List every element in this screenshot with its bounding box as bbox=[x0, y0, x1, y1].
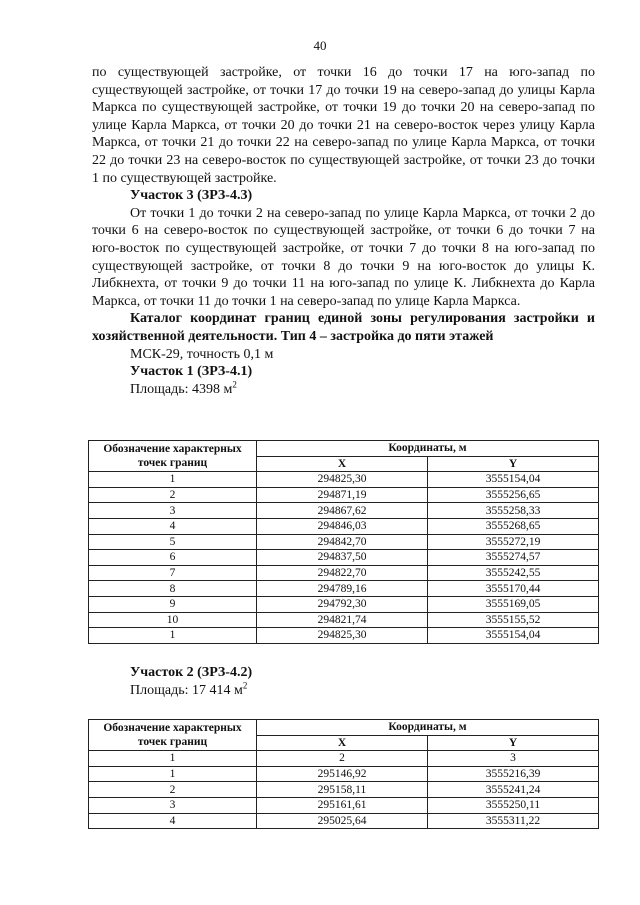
point-number: 1 bbox=[89, 628, 257, 644]
table-row bbox=[89, 782, 599, 798]
point-number: 3 bbox=[89, 503, 257, 519]
coord-y: 3555311,22 bbox=[428, 813, 599, 829]
coord-x: 294792,30 bbox=[257, 596, 428, 612]
coord-y: 3555250,11 bbox=[428, 797, 599, 813]
table-row bbox=[89, 472, 599, 488]
coord-x: 294867,62 bbox=[257, 503, 428, 519]
page-number: 40 bbox=[313, 38, 327, 53]
coord-y: 3555170,44 bbox=[428, 581, 599, 597]
table-row bbox=[89, 628, 599, 644]
point-number: 3 bbox=[89, 797, 257, 813]
crs-note: МСК-29, точность 0,1 м bbox=[130, 346, 274, 362]
plot-1-coords-table bbox=[88, 440, 599, 644]
coord-x: 294825,30 bbox=[257, 628, 428, 644]
column-number: 3 bbox=[428, 751, 599, 767]
table-row bbox=[89, 766, 599, 782]
coord-x: 294837,50 bbox=[257, 550, 428, 566]
table-row bbox=[89, 503, 599, 519]
column-number: 1 bbox=[89, 751, 257, 767]
coord-x: 295161,61 bbox=[257, 797, 428, 813]
column-number-row bbox=[89, 751, 599, 767]
point-number: 5 bbox=[89, 534, 257, 550]
point-number: 7 bbox=[89, 565, 257, 581]
coord-x: 294822,70 bbox=[257, 565, 428, 581]
coord-y: 3555169,05 bbox=[428, 596, 599, 612]
point-number: 1 bbox=[89, 472, 257, 488]
coord-x: 294846,03 bbox=[257, 518, 428, 534]
coord-x: 294871,19 bbox=[257, 487, 428, 503]
table-row bbox=[89, 581, 599, 597]
header-y: Y bbox=[428, 456, 599, 472]
point-number: 10 bbox=[89, 612, 257, 628]
table-row bbox=[89, 813, 599, 829]
plot-2-coords-table bbox=[88, 719, 599, 829]
table-row bbox=[89, 797, 599, 813]
table-row bbox=[89, 518, 599, 534]
table-row bbox=[89, 550, 599, 566]
coord-y: 3555216,39 bbox=[428, 766, 599, 782]
point-number: 1 bbox=[89, 766, 257, 782]
plot-2-area: Площадь: 17 414 $м^2$ bbox=[130, 680, 248, 698]
plot-2-title: Участок 2 (ЗРЗ-4.2) bbox=[130, 665, 253, 680]
table-row bbox=[89, 487, 599, 503]
point-number: 4 bbox=[89, 813, 257, 829]
plot-1-area: Площадь: 4398 $м^2$ bbox=[130, 379, 237, 397]
column-number: 2 bbox=[257, 751, 428, 767]
coord-y: 3555154,04 bbox=[428, 628, 599, 644]
point-number: 8 bbox=[89, 581, 257, 597]
point-number: 2 bbox=[89, 487, 257, 503]
coord-y: 3555268,65 bbox=[428, 518, 599, 534]
coord-y: 3555154,04 bbox=[428, 472, 599, 488]
coord-x: 294825,30 bbox=[257, 472, 428, 488]
coord-y: 3555241,24 bbox=[428, 782, 599, 798]
coord-x: 295158,11 bbox=[257, 782, 428, 798]
coord-x: 294821,74 bbox=[257, 612, 428, 628]
header-points: Обозначение характерных точек границ bbox=[89, 441, 257, 472]
table-row bbox=[89, 612, 599, 628]
coord-x: 294789,16 bbox=[257, 581, 428, 597]
header-coords: Координаты, м bbox=[257, 720, 599, 736]
coord-y: 3555258,33 bbox=[428, 503, 599, 519]
plot-1-title: Участок 1 (ЗРЗ-4.1) bbox=[130, 364, 253, 380]
paragraph-1: по существующей застройке, от точки 16 до точки 17 на юго-запад по существующей застройке, от точки 17 до точки 19 на северо-запад до улицы Карла Маркса по существующей застройке, от точки 19 до точки 20 на северо-запад по улице Карла Маркса, от точки 20 до точки 21 на северо-восток через улицу Карла Маркса, от точки 21 до точки 22 на северо-запад по улице Карла Маркса, от точки 22 до точки 23 на северо-восток по существующей застройке, от точки 23 до точки 1 по существующей застройке. bbox=[92, 65, 595, 186]
header-x: X bbox=[257, 735, 428, 751]
header-coords: Координаты, м bbox=[257, 441, 599, 457]
coord-x: 295146,92 bbox=[257, 766, 428, 782]
point-number: 4 bbox=[89, 518, 257, 534]
coord-x: 294842,70 bbox=[257, 534, 428, 550]
coord-y: 3555256,65 bbox=[428, 487, 599, 503]
point-number: 9 bbox=[89, 596, 257, 612]
coord-y: 3555242,55 bbox=[428, 565, 599, 581]
header-y: Y bbox=[428, 735, 599, 751]
catalog-heading: Каталог координат границ единой зоны регулирования застройки и хозяйственной деятельности. Тип 4 – застройка до пяти этажей bbox=[92, 311, 595, 344]
coord-y: 3555272,19 bbox=[428, 534, 599, 550]
table-row bbox=[89, 534, 599, 550]
point-number: 6 bbox=[89, 550, 257, 566]
header-x: X bbox=[257, 456, 428, 472]
coord-y: 3555274,57 bbox=[428, 550, 599, 566]
text-block bbox=[92, 64, 595, 398]
table-row bbox=[89, 565, 599, 581]
header-points: Обозначение характерных точек границ bbox=[89, 720, 257, 751]
coord-y: 3555155,52 bbox=[428, 612, 599, 628]
table-row bbox=[89, 596, 599, 612]
paragraph-2: От точки 1 до точки 2 на северо-запад по улице Карла Маркса, от точки 2 до точки 6 на северо-восток по существующей застройке, от точки 6 до точки 7 на юго-восток по существующей застройке, от точки 7 до точки 8 на юго-запад по существующей застройке, от точки 8 до точки 9 на юго-восток до улицы К. Либкнехта, от точки 9 до точки 11 на юго-запад по улице К. Либкнехта до Карла Маркса, от точки 11 до точки 1 на северо-запад по улице Карла Маркса. bbox=[92, 205, 595, 309]
coord-x: 295025,64 bbox=[257, 813, 428, 829]
point-number: 2 bbox=[89, 782, 257, 798]
section-3-title: Участок 3 (ЗРЗ-4.3) bbox=[130, 188, 253, 204]
